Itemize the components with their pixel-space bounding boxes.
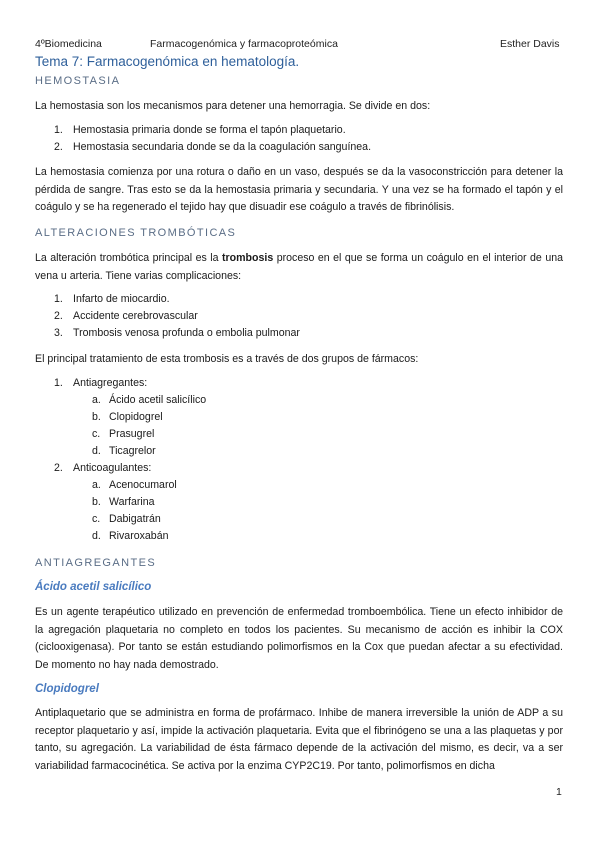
list-item: Trombosis venosa profunda o embolia pulmonar	[73, 327, 300, 339]
page-number: 1	[556, 786, 562, 798]
list-item: Accidente cerebrovascular	[73, 310, 198, 322]
clopidogrel-paragraph: Antiplaquetario que se administra en forma de profármaco. Inhibe de manera irreversible la unión de ADP a su receptor plaquetario y así, impide la activación plaquetaria. Evita que el fibrinógeno se una a las plaquetas y por tanto, su agregación. La variabilidad de ésta fármaco depende de la activación del mismo, es decir, va a ser variabilidad farmacocinética. Se activa por la enzima CYP2C19. Por tanto, polimorfismos en dicha	[35, 707, 563, 772]
drug-item: Prasugrel	[109, 428, 155, 440]
drug-item: Ticagrelor	[109, 445, 156, 457]
group-label: Anticoagulantes:	[73, 462, 152, 474]
list-letter: a.	[92, 394, 101, 406]
alteraciones-paragraph: La alteración trombótica principal es la trombosis proceso en el que se forma un coágulo en el interior de una vena u arteria. Tiene varias complicaciones:	[35, 252, 563, 282]
header-subject: Farmacogenómica y farmacoproteómica	[150, 38, 338, 50]
list-letter: d.	[92, 445, 101, 457]
section-heading-alteraciones: ALTERACIONES TROMBÓTICAS	[35, 227, 237, 239]
list-letter: c.	[92, 513, 101, 525]
subheading-clopidogrel: Clopidogrel	[35, 683, 99, 695]
list-number: 2.	[54, 310, 63, 322]
list-letter: c.	[92, 428, 101, 440]
list-number: 3.	[54, 327, 63, 339]
section-heading-antiagregantes: ANTIAGREGANTES	[35, 557, 157, 569]
drug-item: Clopidogrel	[109, 411, 163, 423]
drug-item: Warfarina	[109, 496, 155, 508]
drug-item: Ácido acetil salicílico	[109, 394, 207, 406]
list-item: Hemostasia primaria donde se forma el tapón plaquetario.	[73, 124, 346, 136]
subheading-aas: Ácido acetil salicílico	[35, 581, 152, 593]
list-item: Hemostasia secundaria donde se da la coagulación sanguínea.	[73, 141, 372, 153]
list-letter: d.	[92, 530, 101, 542]
list-item: Infarto de miocardio.	[73, 293, 170, 305]
header-author: Esther Davis	[500, 38, 560, 50]
list-number: 1.	[54, 124, 63, 136]
hemostasia-intro: La hemostasia son los mecanismos para detener una hemorragia. Se divide en dos:	[35, 100, 431, 112]
page-title: Tema 7: Farmacogenómica en hematología.	[35, 54, 300, 69]
header-course: 4ºBiomedicina	[35, 38, 102, 50]
list-number: 2.	[54, 462, 63, 474]
term-trombosis: trombosis	[222, 252, 274, 264]
section-heading-hemostasia: HEMOSTASIA	[35, 75, 121, 87]
treatment-intro: El principal tratamiento de esta trombosis es a través de dos grupos de fármacos:	[35, 353, 419, 365]
list-letter: b.	[92, 496, 101, 508]
drug-item: Acenocumarol	[109, 479, 177, 491]
drug-item: Rivaroxabán	[109, 530, 169, 542]
list-number: 2.	[54, 141, 63, 153]
hemostasia-paragraph: La hemostasia comienza por una rotura o daño en un vaso, después se da la vasoconstricción para detener la pérdida de sangre. Tras esto se da la hemostasia primaria y secundaria. Y una vez se ha formado el tapón y el coágulo y se ha regenerado el tejido hay que disuadir ese coágulo a través de fibrinólisis.	[35, 166, 563, 213]
drug-item: Dabigatrán	[109, 513, 161, 525]
list-letter: b.	[92, 411, 101, 423]
aas-paragraph: Es un agente terapéutico utilizado en prevención de enfermedad tromboembólica. Tiene un efecto inhibidor de la agregación plaquetaria no completo en todos los pacientes. Su mecanismo de acción es inhibir la COX (ciclooxigenasa). Por tanto se están estudiando polimorfismos en la Cox que puedan afectar a su efectividad. De momento no hay nada demostrado.	[35, 606, 563, 671]
group-label: Antiagregantes:	[73, 377, 148, 389]
list-number: 1.	[54, 293, 63, 305]
list-number: 1.	[54, 377, 63, 389]
list-letter: a.	[92, 479, 101, 491]
